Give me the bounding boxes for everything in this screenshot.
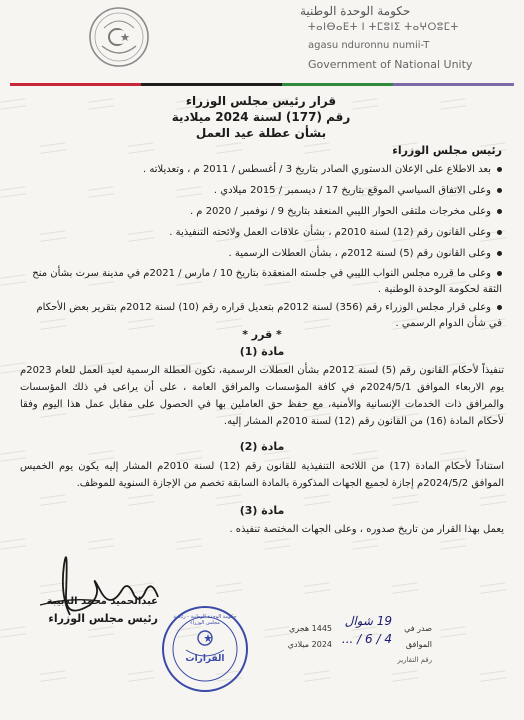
watermark-mark bbox=[128, 142, 155, 154]
colored-divider bbox=[10, 83, 514, 86]
watermark-mark bbox=[216, 582, 243, 594]
decree-number: رقم (177) لسنة 2024 ميلادية bbox=[171, 110, 351, 124]
watermark-mark bbox=[440, 98, 467, 110]
seal-ring-text: حكومة الوحدة الوطنية - رئاسة مجلس الوزراء bbox=[173, 614, 237, 626]
signatory-name: عبدالحميد محمد الدبيبة bbox=[46, 596, 158, 607]
watermark-mark bbox=[480, 494, 507, 506]
article-1-text: تنفيذاً لأحكام القانون رقم (5) لسنة 2012م بشأن العطلات الرسمية، تكون العطلة الرسمية لعيد العمل للعام 2023م يوم الاربعاء الموافق 2024/5/1م في كافة المؤسسات والمرافق العامة ، على أن يراعى في ذلك المؤسسات والمرافق ذات الخدمات الإنسانية والأمنية، مع حفظ حق العاملين بها في الحصول على مقابل عمل هذا اليوم وفقا لأحكام المادة (16) من القانون رقم (12) لسنة 2010م المشار إليه. bbox=[20, 365, 505, 427]
government-name-tifinagh: ⵜⴰⵏⴱⴰⴹⵜ ⵏ ⵜⵎⵓⵏⵉ ⵜⴰⵖⵔⵓⵎⵜ bbox=[308, 22, 459, 33]
letterhead bbox=[0, 0, 524, 80]
article-3-text: يعمل بهذا القرار من تاريخ صدوره ، وعلى الجهات المختصة تنفيذه . bbox=[229, 524, 504, 535]
preamble-item: وعلى ما قرره مجلس النواب الليبي في جلسته المنعقدة بتاريخ 10 / مارس / 2021م في مدينة سرت بشأن منح الثقة لحكومة الوحدة الوطنية . bbox=[32, 268, 502, 295]
preamble-item: وعلى القانون رقم (5) لسنة 2012م ، بشأن العطلات الرسمية . bbox=[22, 246, 502, 262]
preamble-item: وعلى القانون رقم (12) لسنة 2010م ، بشأن علاقات العمل ولائحته التنفيذية . bbox=[22, 225, 502, 241]
article-3-heading: مادة (3) bbox=[239, 504, 285, 517]
watermark-mark bbox=[440, 538, 467, 550]
watermark-mark bbox=[176, 538, 203, 550]
watermark-mark bbox=[480, 670, 507, 682]
decree-subject: بشأن عطلة عيد العمل bbox=[195, 126, 327, 140]
watermark-mark bbox=[392, 494, 419, 506]
watermark-mark bbox=[304, 582, 331, 594]
watermark-mark bbox=[128, 670, 155, 682]
article-1-heading: مادة (1) bbox=[239, 345, 285, 358]
watermark-mark bbox=[216, 142, 243, 154]
watermark-mark bbox=[264, 538, 291, 550]
article-2-text: استناداً لأحكام المادة (17) من اللائحة التنفيذية للقانون رقم (12) لسنة 2010م المشار إليه يكون يوم الخميس الموافق 2024/5/2م إجازة لجميع الجهات المذكورة بالمادة السابقة تخصم من الإجازة السنوية للموظف. bbox=[20, 461, 505, 489]
decision-heading: * قرر * bbox=[242, 328, 282, 341]
watermark-mark bbox=[392, 582, 419, 594]
watermark-mark bbox=[440, 626, 467, 638]
government-name-arabic: حكومة الوحدة الوطنية bbox=[300, 4, 411, 18]
libya-government-emblem-icon bbox=[88, 6, 150, 68]
watermark-mark bbox=[40, 670, 67, 682]
watermark-mark bbox=[352, 538, 379, 550]
preamble-item: وعلى مخرجات ملتقى الحوار الليبي المنعقد بتاريخ 9 / نوفمبر / 2020 م . bbox=[22, 204, 502, 220]
decree-title: قرار رئيس مجلس الوزراء bbox=[185, 94, 337, 108]
watermark-mark bbox=[0, 98, 26, 110]
watermark-mark bbox=[304, 142, 331, 154]
watermark-mark bbox=[0, 538, 26, 550]
watermark-mark bbox=[40, 494, 67, 506]
preamble-item: وعلى الاتفاق السياسي الموقع بتاريخ 17 / ديسمبر / 2015 ميلادي . bbox=[22, 183, 502, 199]
handwritten-gregorian-date: 4 / 6 / ... bbox=[341, 632, 392, 646]
watermark-mark bbox=[480, 582, 507, 594]
article-2-heading: مادة (2) bbox=[239, 440, 285, 453]
handwritten-hijri-date: 19 شوال bbox=[344, 614, 392, 628]
signatory-title: رئيس مجلس الوزراء bbox=[48, 612, 158, 625]
issue-date-block: صدر في 19 شوال 1445 هجري الموافق 4 / 6 / ... 2024 ميلادي رقم التقارير bbox=[287, 614, 432, 664]
government-name-english: Government of National Unity bbox=[308, 58, 473, 71]
watermark-mark bbox=[88, 98, 115, 110]
watermark-mark bbox=[0, 626, 26, 638]
government-name-latin: agasu nduronnu numii-T bbox=[308, 40, 430, 51]
preamble-item: بعد الاطلاع على الإعلان الدستوري الصادر بتاريخ 3 / أغسطس / 2011 م ، وتعديلاته . bbox=[22, 162, 502, 178]
seal-text: القرارات bbox=[185, 654, 225, 664]
preamble-item: وعلى قرار مجلس الوزراء رقم (356) لسنة 2012م بتعديل قراره رقم (10) لسنة 2012م بتقرير بعض الأحكام في شأن الدوام الرسمي . bbox=[36, 302, 502, 329]
watermark-mark bbox=[88, 626, 115, 638]
watermark-mark bbox=[40, 142, 67, 154]
preamble-heading: رئيس مجلس الوزراء bbox=[392, 144, 502, 157]
